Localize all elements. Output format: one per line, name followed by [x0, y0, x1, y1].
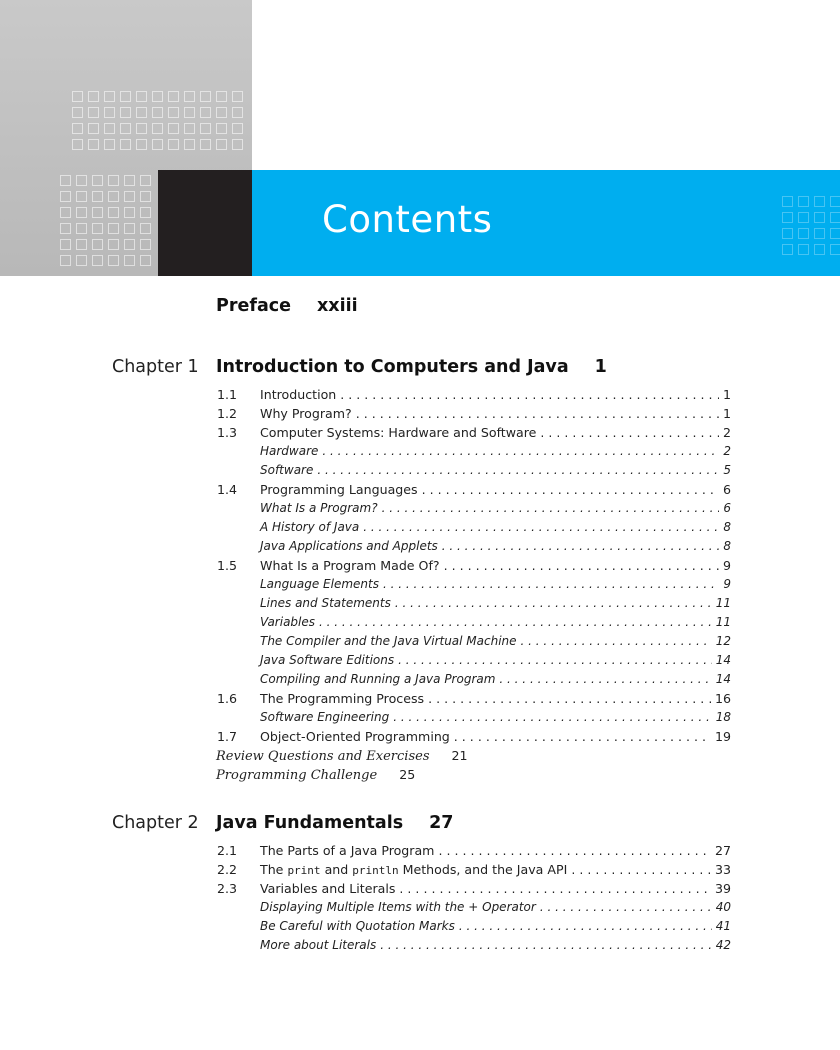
entry-title: What Is a Program Made Of? — [260, 558, 440, 573]
decorative-square — [92, 255, 103, 266]
entry-title: Object-Oriented Programming — [260, 729, 450, 744]
entry-title: Variables — [260, 615, 316, 629]
entry-page: 8 — [723, 539, 731, 553]
decorative-square — [88, 91, 99, 102]
leader-dots — [438, 843, 711, 858]
decorative-square — [92, 239, 103, 250]
decorative-square — [798, 212, 809, 223]
entry-page: 25 — [399, 767, 416, 782]
decorative-square — [814, 244, 825, 255]
decorative-square — [216, 91, 227, 102]
chapter-title-text: Java Fundamentals — [216, 813, 404, 833]
section-number: 2.2 — [217, 862, 238, 877]
toc-end-matter-entry[interactable] — [216, 748, 468, 767]
decorative-square — [140, 223, 151, 234]
toc-subsection-entry[interactable] — [0, 444, 731, 463]
decorative-square — [200, 123, 211, 134]
section-number: 2.3 — [217, 881, 238, 896]
entry-page: 11 — [715, 615, 731, 629]
decorative-square — [60, 191, 71, 202]
leader-dots — [459, 919, 712, 933]
entry-title: Compiling and Running a Java Program — [260, 672, 496, 686]
toc-subsection-entry[interactable] — [0, 900, 731, 919]
entry-title-part: and — [320, 862, 353, 877]
entry-title: The Parts of a Java Program — [260, 843, 435, 858]
entry-page: 9 — [723, 577, 731, 591]
leader-dots — [399, 881, 711, 896]
decorative-square — [140, 207, 151, 218]
chapter-page: 27 — [429, 813, 454, 833]
decorative-square — [108, 175, 119, 186]
decorative-square — [200, 91, 211, 102]
toc-subsection-entry[interactable] — [0, 634, 731, 653]
preface-label: Preface — [216, 296, 291, 316]
chapter-page: 1 — [594, 357, 607, 377]
entry-page: 6 — [723, 501, 731, 515]
toc-subsection-entry[interactable] — [0, 501, 731, 520]
leader-dots — [395, 596, 712, 610]
decorative-square — [168, 139, 179, 150]
code-keyword: print — [287, 864, 321, 877]
chapter-title[interactable] — [216, 357, 607, 377]
decorative-square — [140, 175, 151, 186]
entry-text-line — [260, 501, 731, 515]
chapter-title-text: Introduction to Computers and Java — [216, 357, 569, 377]
decorative-square — [140, 191, 151, 202]
toc-end-matter-entry[interactable] — [216, 767, 415, 786]
decorative-square — [814, 212, 825, 223]
leader-dots — [380, 938, 711, 952]
decorative-square — [184, 123, 195, 134]
section-number: 2.1 — [217, 843, 238, 858]
leader-dots — [428, 691, 711, 706]
decorative-square — [108, 207, 119, 218]
toc-section-entry[interactable] — [0, 387, 731, 406]
decorative-square — [798, 196, 809, 207]
preface-page: xxiii — [317, 296, 358, 316]
entry-text-line — [260, 387, 731, 402]
entry-page: 6 — [722, 482, 731, 497]
entry-text-line — [260, 539, 731, 553]
chapter-title[interactable] — [216, 813, 453, 833]
toc-subsection-entry[interactable] — [0, 938, 731, 957]
page-title: Contents — [322, 198, 493, 241]
entry-page: 2 — [723, 444, 731, 458]
entry-title-part: Methods, and the Java API — [398, 862, 568, 877]
entry-text-line — [260, 558, 731, 573]
decorative-square — [108, 191, 119, 202]
decorative-square — [124, 255, 135, 266]
entry-title: Computer Systems: Hardware and Software — [260, 425, 537, 440]
decorative-square — [168, 123, 179, 134]
entry-text-line — [260, 406, 731, 421]
entry-text-line — [260, 710, 731, 724]
decorative-square — [232, 139, 243, 150]
decorative-square — [184, 139, 195, 150]
entry-text-line — [260, 881, 731, 896]
decorative-square — [92, 191, 103, 202]
toc-subsection-entry[interactable] — [0, 615, 731, 634]
entry-text-line — [260, 729, 731, 744]
entry-title: Software — [260, 463, 314, 477]
decorative-square — [108, 223, 119, 234]
entry-page: 1 — [722, 387, 731, 402]
decorative-square — [124, 223, 135, 234]
decorative-square — [136, 107, 147, 118]
leader-dots — [521, 634, 712, 648]
entry-title: Introduction — [260, 387, 337, 402]
decorative-square — [782, 212, 793, 223]
entry-text-line — [260, 444, 731, 458]
toc-section-entry[interactable] — [0, 843, 731, 862]
decorative-square — [72, 91, 83, 102]
entry-page: 5 — [723, 463, 731, 477]
entry-text-line — [260, 938, 731, 952]
section-number: 1.3 — [217, 425, 238, 440]
decorative-square-grid — [72, 91, 243, 150]
toc-section-entry[interactable] — [0, 558, 731, 577]
entry-text-line — [260, 577, 731, 591]
toc-section-entry[interactable] — [0, 862, 731, 881]
decorative-square — [216, 107, 227, 118]
decorative-square — [216, 123, 227, 134]
decorative-square — [92, 175, 103, 186]
toc-subsection-entry[interactable] — [0, 653, 731, 672]
entry-title: What Is a Program? — [260, 501, 378, 515]
decorative-square — [798, 244, 809, 255]
decorative-square — [76, 223, 87, 234]
entry-page: 1 — [722, 406, 731, 421]
decorative-square — [140, 239, 151, 250]
entry-text-line — [260, 672, 731, 686]
toc-subsection-entry[interactable] — [0, 596, 731, 615]
decorative-square — [124, 207, 135, 218]
toc-subsection-entry[interactable] — [0, 710, 731, 729]
decorative-square — [104, 123, 115, 134]
decorative-square — [60, 239, 71, 250]
leader-dots — [454, 729, 711, 744]
decorative-square — [76, 175, 87, 186]
entry-page: 40 — [715, 900, 731, 914]
decorative-square — [814, 196, 825, 207]
leader-dots — [322, 444, 719, 458]
section-number: 1.7 — [217, 729, 238, 744]
decorative-square — [782, 244, 793, 255]
decorative-square — [60, 255, 71, 266]
entry-text-line — [260, 843, 731, 858]
leader-dots — [422, 482, 719, 497]
decorative-square — [92, 207, 103, 218]
entry-text-line — [260, 463, 731, 477]
leader-dots — [393, 710, 712, 724]
entry-text-line — [260, 615, 731, 629]
decorative-square — [124, 239, 135, 250]
leader-dots — [383, 577, 719, 591]
decorative-square — [92, 223, 103, 234]
decorative-square — [76, 207, 87, 218]
decorative-square — [782, 196, 793, 207]
header-black-block — [158, 170, 252, 276]
entry-page: 14 — [715, 672, 731, 686]
entry-text-line — [260, 634, 731, 648]
entry-title: Displaying Multiple Items with the + Operator — [260, 900, 536, 914]
toc-section-entry[interactable] — [0, 482, 731, 501]
entry-text-line — [260, 653, 731, 667]
entry-title: Java Software Editions — [260, 653, 395, 667]
decorative-square — [200, 139, 211, 150]
entry-title: Lines and Statements — [260, 596, 391, 610]
entry-page: 11 — [715, 596, 731, 610]
decorative-square — [72, 139, 83, 150]
entry-page: 2 — [722, 425, 731, 440]
leader-dots — [340, 387, 719, 402]
decorative-square — [152, 107, 163, 118]
decorative-square — [216, 139, 227, 150]
decorative-square — [200, 107, 211, 118]
decorative-square — [76, 255, 87, 266]
decorative-square — [140, 255, 151, 266]
entry-page: 39 — [714, 881, 731, 896]
entry-title: Software Engineering — [260, 710, 390, 724]
decorative-square — [830, 244, 840, 255]
decorative-square — [72, 123, 83, 134]
toc-subsection-entry[interactable] — [0, 672, 731, 691]
decorative-square — [152, 139, 163, 150]
leader-dots — [499, 672, 711, 686]
entry-page: 8 — [723, 520, 731, 534]
entry-title: Programming Challenge — [216, 768, 378, 783]
decorative-square — [830, 196, 840, 207]
decorative-square — [88, 123, 99, 134]
leader-dots — [571, 862, 711, 877]
entry-text-line — [260, 900, 731, 914]
leader-dots — [444, 558, 719, 573]
entry-title — [260, 862, 567, 877]
decorative-square — [120, 91, 131, 102]
decorative-square — [120, 139, 131, 150]
decorative-square — [232, 107, 243, 118]
entry-title: Java Applications and Applets — [260, 539, 438, 553]
entry-page: 21 — [451, 748, 468, 763]
decorative-square — [814, 228, 825, 239]
entry-page: 12 — [715, 634, 731, 648]
decorative-square — [124, 175, 135, 186]
entry-page: 19 — [714, 729, 731, 744]
toc-subsection-entry[interactable] — [0, 539, 731, 558]
decorative-square — [60, 207, 71, 218]
decorative-square — [830, 228, 840, 239]
decorative-square-grid — [782, 196, 840, 255]
toc-section-entry[interactable] — [0, 881, 731, 900]
toc-preface[interactable] — [216, 296, 358, 316]
toc-section-entry[interactable] — [0, 691, 731, 710]
section-number: 1.4 — [217, 482, 238, 497]
entry-title: Programming Languages — [260, 482, 418, 497]
entry-page: 14 — [715, 653, 731, 667]
leader-dots — [382, 501, 720, 515]
decorative-square — [60, 175, 71, 186]
entry-page: 27 — [714, 843, 731, 858]
decorative-square — [76, 239, 87, 250]
entry-title: More about Literals — [260, 938, 377, 952]
decorative-square — [168, 107, 179, 118]
toc-subsection-entry[interactable] — [0, 577, 731, 596]
decorative-square — [152, 123, 163, 134]
entry-text-line — [260, 482, 731, 497]
entry-text-line — [260, 691, 731, 706]
decorative-square — [136, 139, 147, 150]
leader-dots — [363, 520, 719, 534]
decorative-square — [76, 191, 87, 202]
decorative-square — [108, 239, 119, 250]
chapter-label: Chapter 1 — [112, 357, 199, 377]
decorative-square-grid — [60, 175, 151, 266]
leader-dots — [356, 406, 719, 421]
entry-title: The Compiler and the Java Virtual Machine — [260, 634, 517, 648]
leader-dots — [540, 425, 719, 440]
entry-page: 41 — [715, 919, 731, 933]
leader-dots — [540, 900, 712, 914]
decorative-square — [152, 91, 163, 102]
decorative-square — [88, 107, 99, 118]
entry-title: Review Questions and Exercises — [216, 749, 430, 764]
entry-title: A History of Java — [260, 520, 360, 534]
code-keyword: println — [352, 864, 399, 877]
entry-title: Language Elements — [260, 577, 379, 591]
decorative-square — [184, 107, 195, 118]
entry-text-line — [260, 862, 731, 877]
entry-text-line — [260, 919, 731, 933]
decorative-square — [798, 228, 809, 239]
toc-section-entry[interactable] — [0, 406, 731, 425]
entry-text-line — [260, 596, 731, 610]
decorative-square — [108, 255, 119, 266]
entry-page: 18 — [715, 710, 731, 724]
decorative-square — [168, 91, 179, 102]
decorative-square — [232, 91, 243, 102]
decorative-square — [60, 223, 71, 234]
section-number: 1.2 — [217, 406, 238, 421]
entry-title: Be Careful with Quotation Marks — [260, 919, 455, 933]
section-number: 1.5 — [217, 558, 238, 573]
entry-page: 9 — [722, 558, 731, 573]
entry-title-part: The — [260, 862, 288, 877]
entry-page: 42 — [715, 938, 731, 952]
toc-subsection-entry[interactable] — [0, 919, 731, 938]
entry-page: 16 — [714, 691, 731, 706]
decorative-square — [232, 123, 243, 134]
toc-subsection-entry[interactable] — [0, 463, 731, 482]
decorative-square — [136, 91, 147, 102]
leader-dots — [317, 463, 719, 477]
entry-title: The Programming Process — [260, 691, 425, 706]
entry-text-line — [260, 520, 731, 534]
decorative-square — [184, 91, 195, 102]
chapter-label: Chapter 2 — [112, 813, 199, 833]
section-number: 1.6 — [217, 691, 238, 706]
decorative-square — [124, 191, 135, 202]
leader-dots — [319, 615, 712, 629]
decorative-square — [72, 107, 83, 118]
toc-section-entry[interactable] — [0, 729, 731, 748]
decorative-square — [782, 228, 793, 239]
entry-text-line — [260, 425, 731, 440]
leader-dots — [398, 653, 712, 667]
section-number: 1.1 — [217, 387, 238, 402]
decorative-square — [104, 107, 115, 118]
decorative-square — [136, 123, 147, 134]
leader-dots — [442, 539, 720, 553]
toc-section-entry[interactable] — [0, 425, 731, 444]
entry-title: Why Program? — [260, 406, 352, 421]
decorative-square — [104, 91, 115, 102]
decorative-square — [88, 139, 99, 150]
toc-subsection-entry[interactable] — [0, 520, 731, 539]
entry-page: 33 — [714, 862, 731, 877]
decorative-square — [120, 123, 131, 134]
decorative-square — [120, 107, 131, 118]
entry-title: Hardware — [260, 444, 319, 458]
decorative-square — [104, 139, 115, 150]
decorative-square — [830, 212, 840, 223]
entry-title: Variables and Literals — [260, 881, 396, 896]
